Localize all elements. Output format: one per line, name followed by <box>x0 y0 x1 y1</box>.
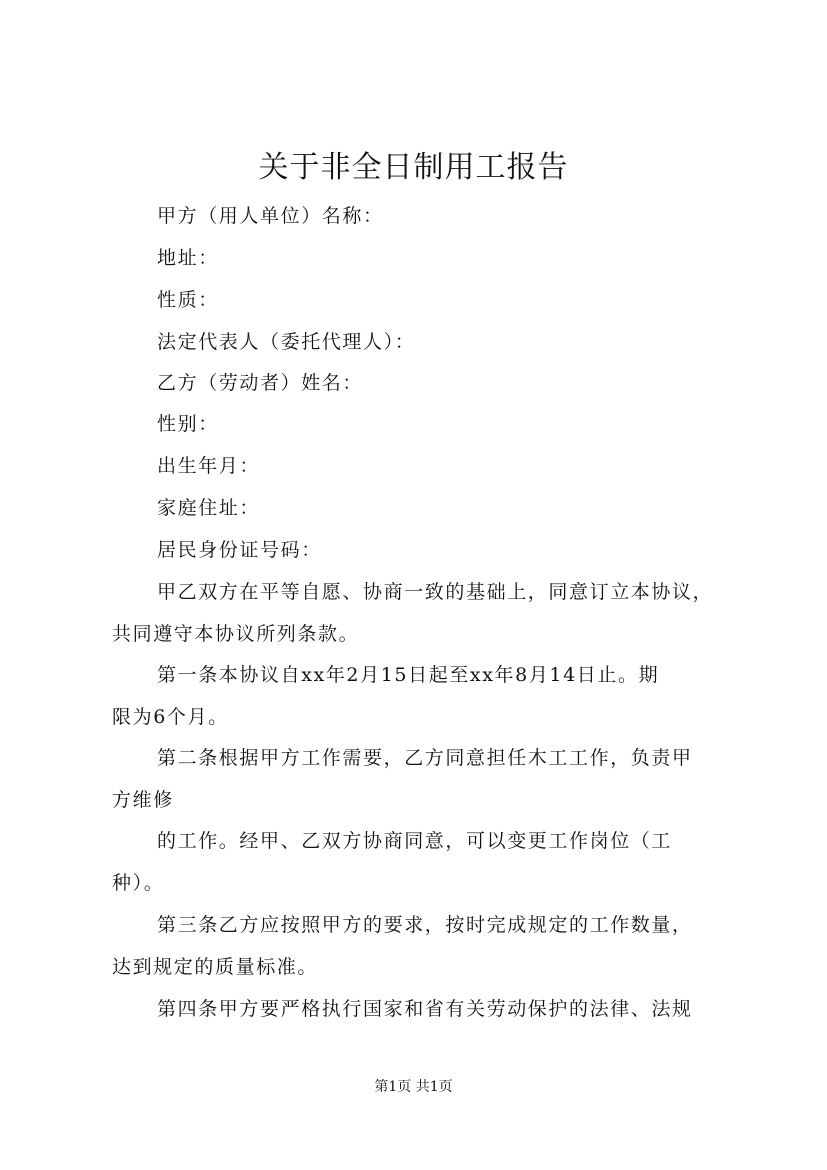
paragraph-line: 的工作。经甲、乙双方协商同意，可以变更工作岗位（工 <box>157 830 673 852</box>
paragraph-line: 方维修 <box>112 789 174 811</box>
field-address: 地址： <box>157 247 219 269</box>
paragraph-line: 达到规定的质量标准。 <box>112 956 319 978</box>
paragraph-line: 种）。 <box>112 872 165 894</box>
field-party-b-name: 乙方（劳动者）姓名： <box>157 372 364 394</box>
paragraph-line: 限为6个月。 <box>112 706 229 728</box>
page-number-footer: 第1页 共1页 <box>374 1079 453 1095</box>
field-id-number: 居民身份证号码： <box>157 539 322 561</box>
paragraph-line: 共同遵守本协议所列条款。 <box>112 623 360 645</box>
field-gender: 性别： <box>157 413 219 435</box>
field-nature: 性质： <box>157 289 219 311</box>
field-party-a-name: 甲方（用人单位）名称： <box>157 205 384 227</box>
paragraph-line: 第一条本协议自xx年2月15日起至xx年8月14日止。期 <box>157 664 660 686</box>
document-title: 关于非全日制用工报告 <box>258 150 569 185</box>
paragraph-line: 第四条甲方要严格执行国家和省有关劳动保护的法律、法规 <box>157 998 693 1020</box>
paragraph-line: 甲乙双方在平等自愿、协商一致的基础上，同意订立本协议， <box>157 581 714 603</box>
paragraph-line: 第三条乙方应按照甲方的要求，按时完成规定的工作数量， <box>157 914 693 936</box>
paragraph-line: 第二条根据甲方工作需要，乙方同意担任木工工作，负责甲 <box>157 747 693 769</box>
field-birth-date: 出生年月： <box>157 455 261 477</box>
field-legal-representative: 法定代表人（委托代理人）： <box>157 331 416 353</box>
field-home-address: 家庭住址： <box>157 497 261 519</box>
